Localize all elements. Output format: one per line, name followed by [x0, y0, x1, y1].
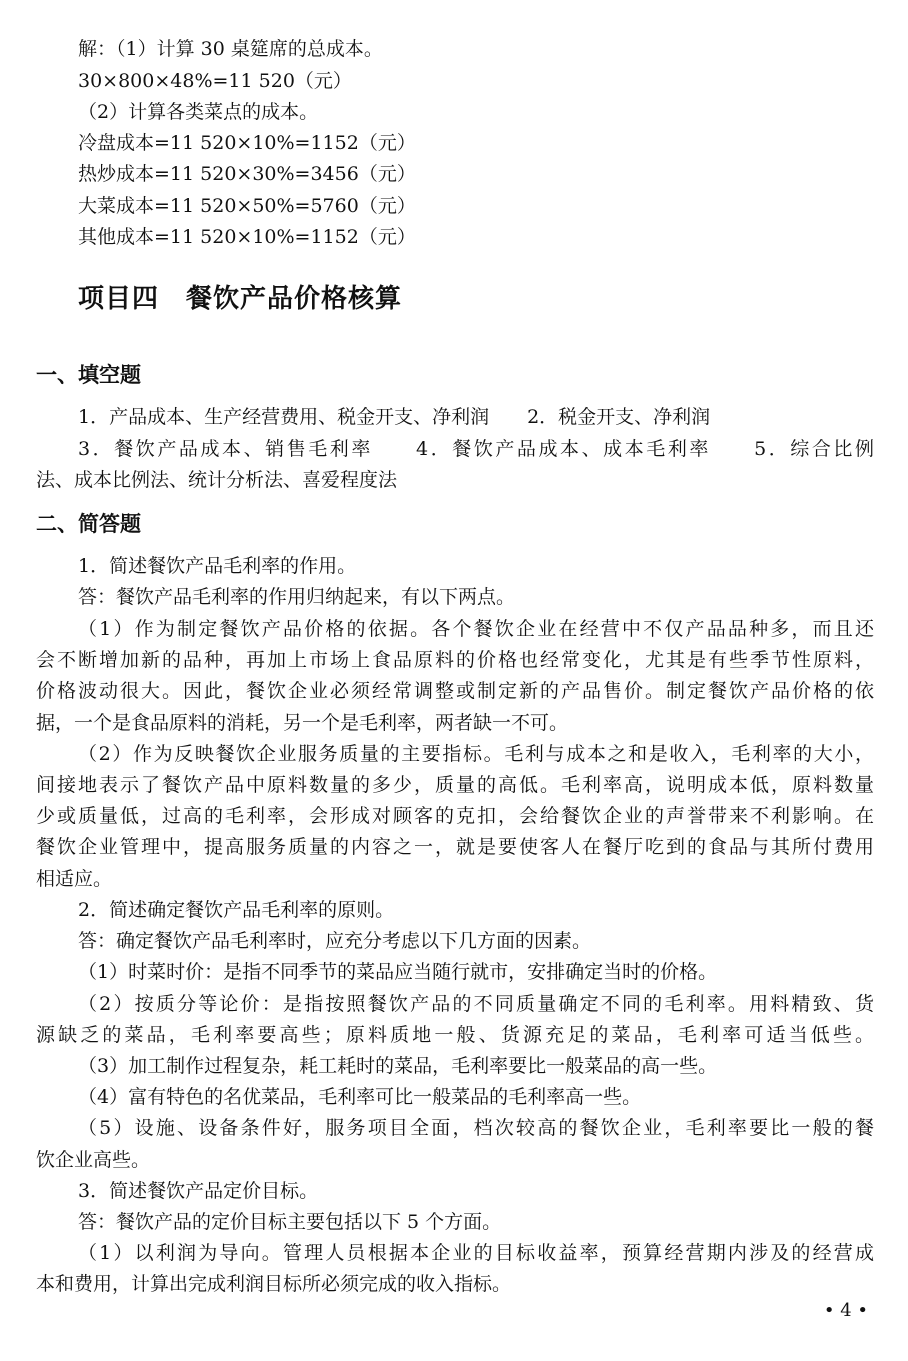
paragraph-line: （4）富有特色的名优菜品，毛利率可比一般菜品的毛利率高一些。 — [78, 1086, 642, 1108]
fill-blank-line-1: 1．产品成本、生产经营费用、税金开支、净利润 2．税金开支、净利润 — [78, 406, 711, 428]
paragraph-line: 答：餐饮产品毛利率的作用归纳起来，有以下两点。 — [78, 586, 516, 608]
paragraph-line: 相适应。 — [36, 868, 113, 890]
paragraph-line: （3）加工制作过程复杂，耗工耗时的菜品，毛利率要比一般菜品的高一些。 — [78, 1055, 718, 1077]
solution-line-3: （2）计算各类菜点的成本。 — [78, 101, 319, 123]
paragraph-line: （1）时菜时价：是指不同季节的菜品应当随行就市，安排确定当时的价格。 — [78, 961, 718, 983]
paragraph-line: （1）作为制定餐饮产品价格的依据。各个餐饮企业在经营中不仅产品品种多，而且还 — [78, 618, 874, 640]
chapter-title: 项目四 餐饮产品价格核算 — [78, 284, 403, 314]
paragraph-line: 饮企业高些。 — [36, 1149, 151, 1171]
paragraph-line: 餐饮企业管理中，提高服务质量的内容之一，就是要使客人在餐厅吃到的食品与其所付费用 — [36, 836, 874, 858]
paragraph-line: 2．简述确定餐饮产品毛利率的原则。 — [78, 899, 395, 921]
section-heading-short-answer: 二、简答题 — [36, 512, 141, 536]
paragraph-line: 据，一个是食品原料的消耗，另一个是毛利率，两者缺一不可。 — [36, 712, 569, 734]
paragraph-line: 答：确定餐饮产品毛利率时，应充分考虑以下几方面的因素。 — [78, 930, 592, 952]
page-number: • 4 • — [823, 1300, 868, 1321]
paragraph-line: 价格波动很大。因此，餐饮企业必须经常调整或制定新的产品售价。制定餐饮产品价格的依 — [36, 680, 874, 702]
solution-line-7: 其他成本=11 520×10%=1152（元） — [78, 226, 416, 248]
paragraph-line: 会不断增加新的品种，再加上市场上食品原料的价格也经常变化，尤其是有些季节性原料， — [36, 649, 874, 671]
solution-line-4: 冷盘成本=11 520×10%=1152（元） — [78, 132, 416, 154]
solution-line-5: 热炒成本=11 520×30%=3456（元） — [78, 163, 416, 185]
paragraph-line: 本和费用，计算出完成利润目标所必须完成的收入指标。 — [36, 1273, 512, 1295]
paragraph-line: 间接地表示了餐饮产品中原料数量的多少，质量的高低。毛利率高，说明成本低，原料数量 — [36, 774, 874, 796]
paragraph-line: （5）设施、设备条件好，服务项目全面，档次较高的餐饮企业，毛利率要比一般的餐 — [78, 1117, 874, 1139]
paragraph-line: 1．简述餐饮产品毛利率的作用。 — [78, 555, 357, 577]
fill-blank-line-2: 3．餐饮产品成本、销售毛利率 4．餐饮产品成本、成本毛利率 5．综合比例 — [78, 438, 874, 460]
paragraph-line: 少或质量低，过高的毛利率，会形成对顾客的克扣，会给餐饮企业的声誉带来不利影响。在 — [36, 805, 874, 827]
paragraph-line: 答：餐饮产品的定价目标主要包括以下 5 个方面。 — [78, 1211, 502, 1233]
solution-line-1: 解：（1）计算 30 桌筵席的总成本。 — [78, 38, 383, 60]
section-heading-fill-blank: 一、填空题 — [36, 363, 141, 387]
fill-blank-line-3: 法、成本比例法、统计分析法、喜爱程度法 — [36, 469, 398, 491]
paragraph-line: （2）作为反映餐饮企业服务质量的主要指标。毛利与成本之和是收入，毛利率的大小， — [78, 743, 874, 765]
paragraph-line: 源缺乏的菜品，毛利率要高些；原料质地一般、货源充足的菜品，毛利率可适当低些。 — [36, 1024, 874, 1046]
solution-line-2: 30×800×48%=11 520（元） — [78, 70, 352, 92]
paragraph-line: （2）按质分等论价：是指按照餐饮产品的不同质量确定不同的毛利率。用料精致、货 — [78, 993, 874, 1015]
solution-line-6: 大菜成本=11 520×50%=5760（元） — [78, 195, 416, 217]
paragraph-line: 3．简述餐饮产品定价目标。 — [78, 1180, 319, 1202]
paragraph-line: （1）以利润为导向。管理人员根据本企业的目标收益率，预算经营期内涉及的经营成 — [78, 1242, 874, 1264]
